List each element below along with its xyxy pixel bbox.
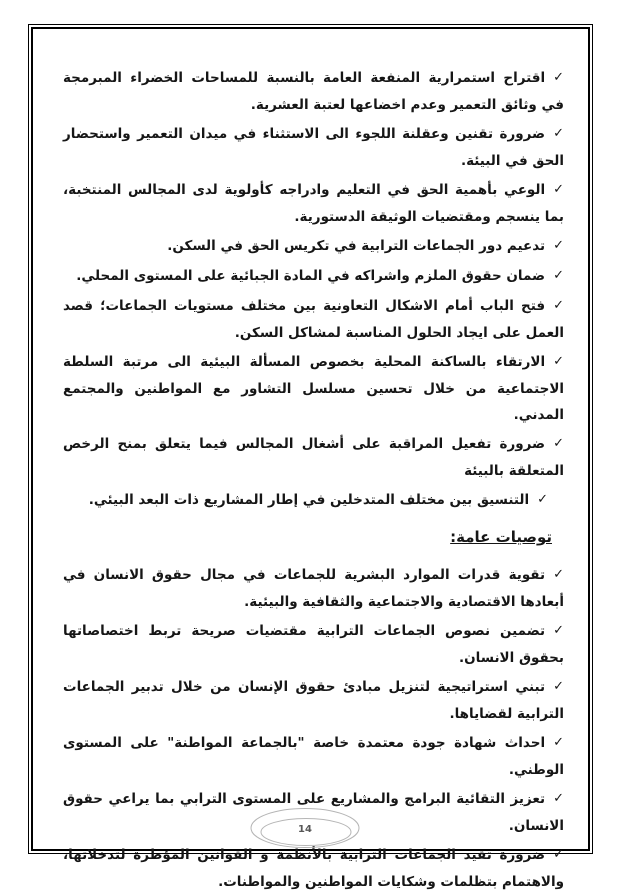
list-item (63, 618, 564, 671)
bullet-text: احداث شهادة جودة معتمدة خاصة "بالجماعة المواطنة" على المستوى الوطني. (63, 735, 564, 778)
checkmark-icon: ✓ (553, 182, 564, 197)
checkmark-icon: ✓ (553, 623, 564, 638)
list-item (63, 674, 564, 727)
checkmark-icon: ✓ (553, 735, 564, 750)
bullet-text: ضمان حقوق الملزم واشراكه في المادة الجبائية على المستوى المحلي. (76, 268, 546, 284)
page-number-oval (247, 806, 363, 852)
checkmark-icon: ✓ (553, 436, 564, 451)
bullet-text: ضرورة تقيد الجماعات الترابية بالأنظمة و القوانين المؤطرة لتدخلاتها، والاهتمام بتظلمات وشكايات المواطنين والمواطنات. (63, 847, 564, 890)
bullet-text: تضمين نصوص الجماعات الترابية مقتضيات صريحة تربط اختصاصاتها بحقوق الانسان. (63, 623, 564, 666)
checkmark-icon: ✓ (553, 679, 564, 694)
checkmark-icon: ✓ (553, 567, 564, 582)
list-item (63, 349, 564, 428)
bullet-text: تبني استراتيجية لتنزيل مبادئ حقوق الإنسان من خلال تدبير الجماعات الترابية لقضاياها. (63, 679, 564, 722)
bullet-text: تقوية قدرات الموارد البشرية للجماعات في مجال حقوق الانسان في أبعادها الاقتصادية والاجتماعية والثقافية والبيئية. (63, 567, 564, 610)
list-item (63, 431, 564, 484)
checkmark-icon: ✓ (553, 298, 564, 313)
bullet-text: التنسيق بين مختلف المتدخلين في إطار المشاريع ذات البعد البيئي. (88, 492, 530, 508)
list-item (63, 293, 564, 346)
checkmark-icon: ✓ (553, 126, 564, 141)
section-heading: توصيات عامة: (450, 528, 552, 546)
list-item (63, 730, 564, 783)
list-item (63, 263, 564, 290)
page-number: 14 (298, 824, 312, 835)
list-item (63, 233, 564, 260)
page-border-outer (28, 24, 593, 890)
bullet-text: فتح الباب أمام الاشكال التعاونية بين مختلف مستويات الجماعات؛ قصد العمل على ايجاد الحلول المناسبة لمشاكل السكن. (63, 298, 564, 341)
checkmark-icon: ✓ (537, 492, 548, 507)
bullet-text: ضرورة تفعيل المراقبة على أشغال المجالس فيما يتعلق بمنح الرخص المتعلقة بالبيئة (63, 436, 564, 479)
list-item (63, 487, 564, 514)
list-item (63, 121, 564, 174)
bullet-text: ضرورة تقنين وعقلنة اللجوء الى الاستثناء في ميدان التعمير واستحضار الحق في البيئة. (63, 126, 564, 169)
bullet-text: تدعيم دور الجماعات الترابية في تكريس الحق في السكن. (167, 238, 546, 254)
bullet-text: اقتراح استمرارية المنفعة العامة بالنسبة للمساحات الخضراء المبرمجة في وثائق التعمير وعدم اخضاعها لعتبة العشرية. (63, 70, 564, 113)
bullet-text: تعزيز التقائية البرامج والمشاريع على المستوى الترابي بما يراعي حقوق الانسان. (63, 791, 564, 834)
list-item (63, 65, 564, 118)
bullet-text: الارتقاء بالساكنة المحلية بخصوص المسألة البيئية الى مرتبة السلطة الاجتماعية من خلال تحسين مسلسل التشاور مع المواطنين والمجتمع المدني. (63, 354, 564, 423)
checkmark-icon: ✓ (553, 354, 564, 369)
list-item (63, 177, 564, 230)
checkmark-icon: ✓ (553, 847, 564, 862)
checkmark-icon: ✓ (553, 70, 564, 85)
list-item (63, 562, 564, 615)
checkmark-icon: ✓ (553, 268, 564, 283)
bullet-text: الوعي بأهمية الحق في التعليم وادراجه كأولوية لدى المجالس المنتخبة، بما ينسجم ومقتضيات الوثيقة الدستورية. (63, 182, 564, 225)
checkmark-icon: ✓ (553, 791, 564, 806)
page-content (33, 29, 588, 890)
checkmark-icon: ✓ (553, 238, 564, 253)
page-border-inner (31, 27, 590, 890)
